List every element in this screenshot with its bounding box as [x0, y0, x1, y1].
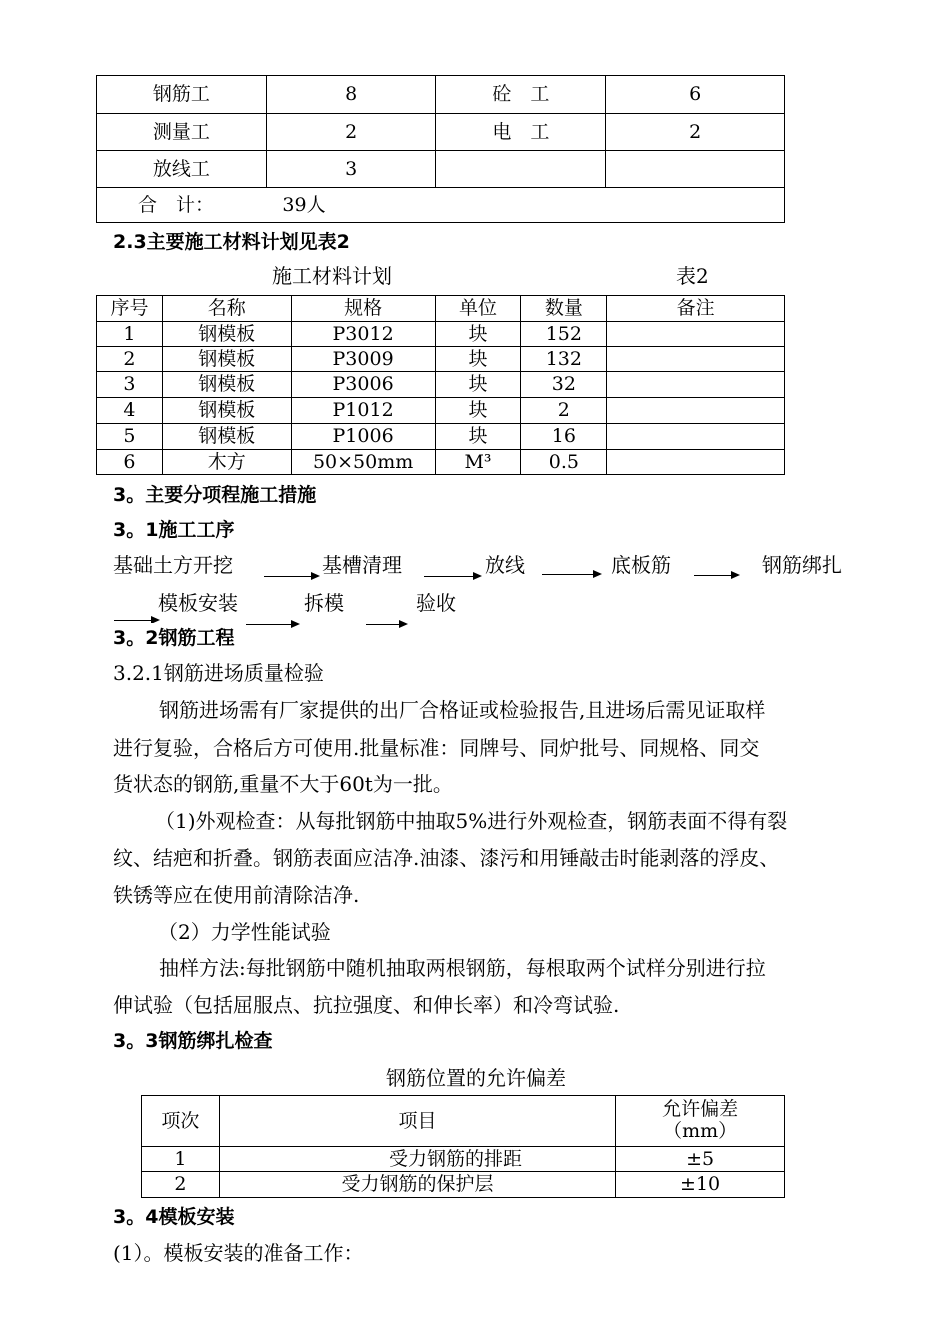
table-cell [607, 450, 785, 475]
table-cell: 块 [435, 424, 521, 450]
table-row [97, 322, 785, 347]
table-cell: 2 [142, 1172, 220, 1198]
table-cell [607, 347, 785, 372]
table-caption: 钢筋位置的允许偏差 [386, 1066, 566, 1090]
table-cell: 8 [266, 76, 436, 114]
process-step: 放线 [485, 553, 525, 577]
table-cell: 32 [521, 372, 607, 398]
table-number: 表2 [676, 264, 709, 288]
table-caption: 施工材料计划 [272, 264, 392, 288]
table-row [142, 1147, 785, 1172]
table-cell: 4 [97, 398, 163, 424]
table-cell: 受力钢筋的保护层 [219, 1172, 615, 1198]
table-cell [607, 424, 785, 450]
arrow-right-icon [114, 620, 158, 621]
table-row [142, 1172, 785, 1198]
table-cell: 5 [97, 424, 163, 450]
labor-table [96, 75, 785, 223]
table-cell: 钢筋工 [97, 76, 267, 114]
arrow-right-icon [366, 624, 406, 625]
table-cell: 块 [435, 372, 521, 398]
table-cell [436, 151, 606, 188]
table-cell: 1 [142, 1147, 220, 1172]
paragraph-line: 伸试验（包括屈服点、抗拉强度、和伸长率）和冷弯试验. [113, 993, 620, 1017]
header-cell-line: （mm） [663, 1120, 738, 1142]
table-cell: 受力钢筋的排距 [219, 1147, 615, 1172]
process-step: 底板筋 [611, 553, 671, 577]
table-cell: 钢模板 [162, 347, 291, 372]
table-cell: 钢模板 [162, 322, 291, 347]
process-step: 拆模 [304, 591, 344, 615]
process-step: 基槽清理 [322, 553, 402, 577]
table-cell: 砼 工 [436, 76, 606, 114]
table-cell: 50×50mm [291, 450, 435, 475]
header-cell-line: 允许偏差 [662, 1098, 739, 1121]
table-cell: 2 [266, 114, 436, 151]
section-heading: 3。2钢筋工程 [113, 623, 236, 650]
table-cell: 2 [97, 347, 163, 372]
table-cell: 钢模板 [162, 372, 291, 398]
table-cell: 2 [521, 398, 607, 424]
table-cell: 6 [97, 450, 163, 475]
table-cell: 块 [435, 322, 521, 347]
table-cell [606, 151, 785, 188]
table-cell: 1 [97, 322, 163, 347]
material-table [96, 295, 785, 475]
arrow-right-icon [542, 574, 600, 575]
table-cell [607, 322, 785, 347]
paragraph-line: 抽样方法:每批钢筋中随机抽取两根钢筋，每根取两个试样分别进行拉 [159, 956, 766, 980]
arrow-right-icon [424, 576, 480, 577]
table-cell: 16 [521, 424, 607, 450]
table-cell [607, 372, 785, 398]
table-cell: 152 [521, 322, 607, 347]
table-cell: 132 [521, 347, 607, 372]
arrow-right-icon [264, 576, 318, 577]
table-cell: P1006 [291, 424, 435, 450]
table-cell: 3 [97, 372, 163, 398]
arrow-right-icon [246, 624, 298, 625]
table-cell: 钢模板 [162, 424, 291, 450]
table-cell: 块 [435, 347, 521, 372]
process-step: 基础土方开挖 [113, 553, 233, 577]
process-step: 模板安装 [158, 591, 238, 615]
paragraph-line: 钢筋进场需有厂家提供的出厂合格证或检验报告,且进场后需见证取样 [159, 698, 766, 722]
section-heading: 3。4模板安装 [113, 1206, 235, 1228]
header-cell: 名称 [162, 296, 291, 322]
table-cell: 0.5 [521, 450, 607, 475]
total-value: 39人 [282, 193, 326, 216]
table-cell: 钢模板 [162, 398, 291, 424]
header-cell: 备注 [607, 296, 785, 322]
header-cell: 规格 [291, 296, 435, 322]
table-cell: 放线工 [97, 151, 267, 188]
table-cell: ±5 [616, 1147, 785, 1172]
arrow-right-icon [694, 575, 738, 576]
table-cell: P3012 [291, 322, 435, 347]
section-heading: 3。3钢筋绑扎检查 [113, 1030, 273, 1052]
table-cell: 块 [435, 398, 521, 424]
table-row [97, 424, 785, 450]
table-cell: 测量工 [97, 114, 267, 151]
paragraph-line: （1)外观检查：从每批钢筋中抽取5%进行外观检查，钢筋表面不得有裂 [155, 809, 788, 833]
table-cell: P3006 [291, 372, 435, 398]
table-cell: 2 [606, 114, 785, 151]
paragraph-line: 进行复验，合格后方可使用.批量标准：同牌号、同炉批号、同规格、同交 [113, 736, 760, 760]
paragraph-line: 纹、结疤和折叠。钢筋表面应洁净.油漆、漆污和用锤敲击时能剥落的浮皮、 [113, 846, 780, 870]
header-cell: 序号 [97, 296, 163, 322]
header-cell: 数量 [521, 296, 607, 322]
header-cell: 项次 [142, 1096, 220, 1147]
table-row [97, 450, 785, 475]
table-cell: 6 [606, 76, 785, 114]
table-cell: P3009 [291, 347, 435, 372]
table-cell: 木方 [162, 450, 291, 475]
total-row [97, 188, 785, 223]
table-row [97, 347, 785, 372]
header-cell: 单位 [435, 296, 521, 322]
paragraph-line: 货状态的钢筋,重量不大于60t为一批。 [113, 772, 453, 796]
total-label: 合 计： [137, 193, 214, 216]
table-row [97, 398, 785, 424]
process-step: 验收 [416, 591, 456, 615]
paragraph-line: (1）。模板安装的准备工作： [113, 1241, 364, 1265]
section-heading: 3。1施工工序 [113, 519, 235, 541]
table-cell: 电 工 [436, 114, 606, 151]
section-heading: 3。主要分项程施工措施 [113, 484, 317, 506]
deviation-table [141, 1095, 785, 1198]
section-heading: 2.3主要施工材料计划见表2 [113, 231, 350, 253]
process-step: 钢筋绑扎 [762, 553, 842, 577]
paragraph-line: （2）力学性能试验 [158, 920, 331, 944]
header-cell [616, 1096, 785, 1147]
table-cell: ±10 [616, 1172, 785, 1198]
table-cell: M³ [435, 450, 521, 475]
table-cell: 3 [266, 151, 436, 188]
header-cell: 项目 [219, 1096, 615, 1147]
table-cell [607, 398, 785, 424]
table-row [97, 372, 785, 398]
table-cell: P1012 [291, 398, 435, 424]
subsection-heading: 3.2.1钢筋进场质量检验 [113, 661, 324, 685]
paragraph-line: 铁锈等应在使用前清除洁净. [113, 883, 360, 907]
